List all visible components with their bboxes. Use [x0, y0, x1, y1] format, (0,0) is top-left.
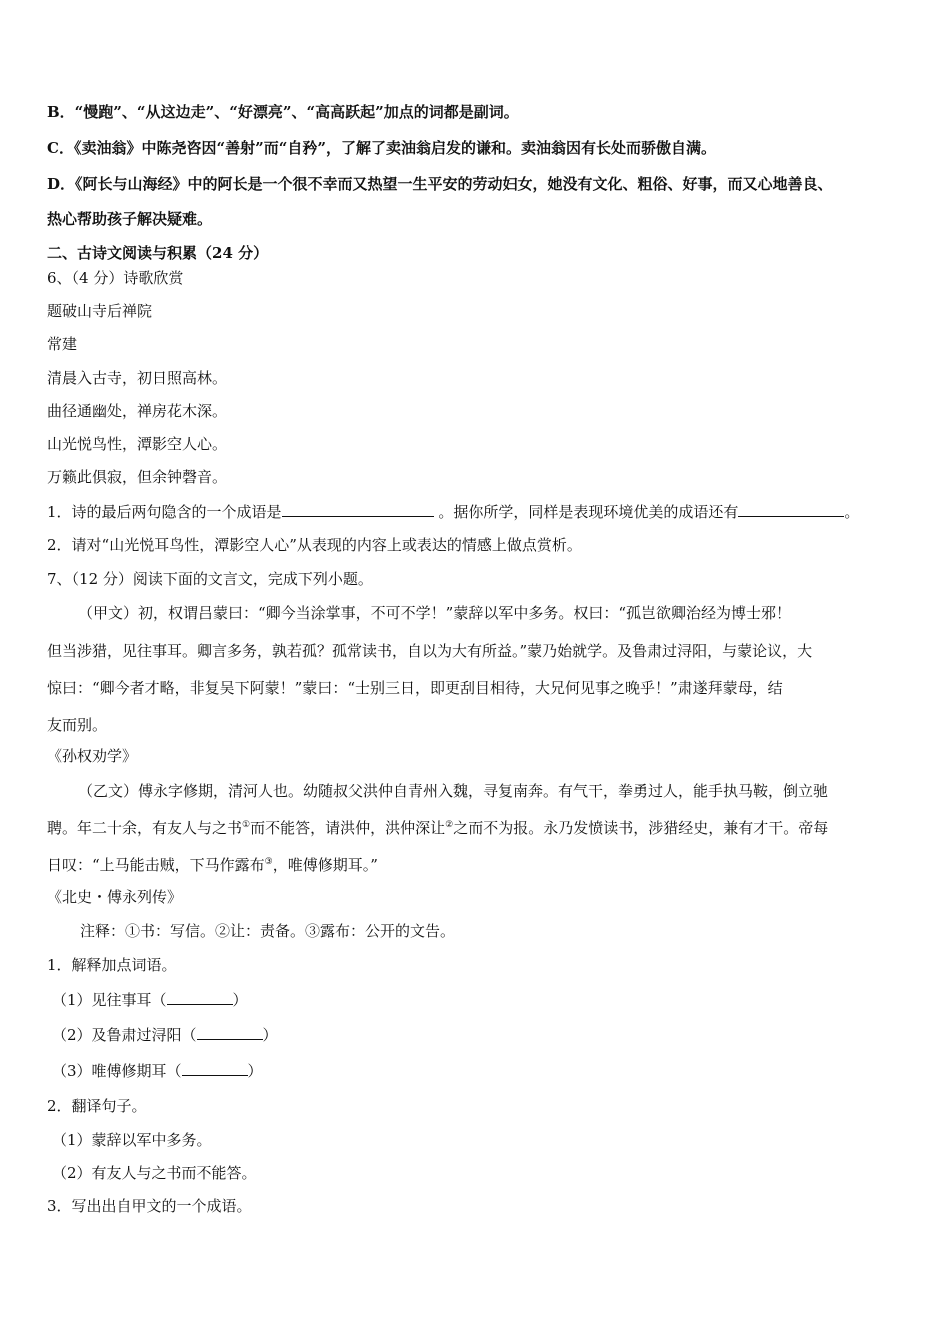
answer-blank[interactable] — [182, 1060, 248, 1076]
yi-text-segment: ，唯傅修期耳。” — [272, 856, 378, 874]
answer-blank[interactable] — [167, 989, 233, 1005]
q7-sub2-item: （2）有友人与之书而不能答。 — [52, 1164, 257, 1182]
q7-sub2-title: 2．翻译句子。 — [47, 1097, 147, 1115]
q6-sub2: 2．请对“山光悦耳鸟性，潭影空人心”从表现的内容上或表达的情感上做点赏析。 — [47, 536, 582, 554]
q6-sub1-text-a: 1．诗的最后两句隐含的一个成语是 — [47, 503, 282, 521]
answer-blank[interactable] — [738, 501, 844, 517]
yi-text-segment: 之而不为报。永乃发愤读书，涉猎经史，兼有才干。帝每 — [453, 819, 829, 837]
q7-sub1-item-prefix: （1）见往事耳（ — [52, 991, 167, 1009]
q7-sub1-item-suffix: ） — [262, 1026, 278, 1044]
answer-blank[interactable] — [282, 501, 434, 517]
q6-sub1-text-b: 。据你所学，同样是表现环境优美的成语还有 — [438, 503, 739, 521]
choice-b: B．“慢跑”、“从这边走”、“好漂亮”、“高高跃起”加点的词都是副词。 — [47, 103, 519, 121]
q6-sub1-text-c: 。 — [844, 503, 860, 521]
choice-d-line1: D．《阿长与山海经》中的阿长是一个很不幸而又热望一生平安的劳动妇女，她没有文化、粗俗、好事，而又心地善良、 — [47, 175, 833, 193]
poem-title: 题破山寺后禅院 — [47, 302, 153, 320]
q7-title: 7、（12 分）阅读下面的文言文，完成下列小题。 — [47, 570, 373, 588]
q7-sub1-item — [52, 1060, 910, 1081]
jia-text-line: 惊曰：“卿今者才略，非复吴下阿蒙！”蒙曰：“士别三日，即更刮目相待，大兄何见事之晚乎！”肃遂拜蒙母，结 — [47, 679, 783, 697]
yi-source: 《北史・傅永列传》 — [47, 888, 183, 906]
q7-sub3-title: 3．写出出自甲文的一个成语。 — [47, 1197, 252, 1215]
footnote-mark: ③ — [264, 857, 273, 867]
q7-sub2-item: （1）蒙辞以军中多务。 — [52, 1131, 212, 1149]
q7-sub1-item-suffix: ） — [232, 991, 248, 1009]
q7-sub1-item-suffix: ） — [247, 1062, 263, 1080]
q7-sub1-title: 1．解释加点词语。 — [47, 956, 177, 974]
poem-line: 曲径通幽处，禅房花木深。 — [47, 402, 228, 420]
q7-sub1-item — [52, 1024, 910, 1045]
jia-source: 《孙权劝学》 — [47, 747, 138, 765]
yi-text-line — [47, 855, 910, 875]
jia-text-line: （甲文）初，权谓吕蒙曰：“卿今当涂掌事，不可不学！”蒙辞以军中多务。权曰：“孤岂欲卿治经为博士邪！ — [78, 604, 792, 622]
yi-text-line — [47, 818, 910, 838]
q7-sub1-item-prefix: （3）唯傅修期耳（ — [52, 1062, 182, 1080]
yi-text-segment: 日叹：“上马能击贼，下马作露布 — [47, 856, 265, 874]
footnote-mark: ① — [242, 820, 251, 830]
q7-sub1-item-prefix: （2）及鲁肃过浔阳（ — [52, 1026, 197, 1044]
q7-sub1-item — [52, 989, 910, 1010]
poem-line: 万籁此俱寂，但余钟磬音。 — [47, 468, 228, 486]
q6-title: 6、（4 分）诗歌欣赏 — [47, 269, 184, 287]
jia-text-line: 但当涉猎，见往事耳。卿言多务，孰若孤？孤常读书，自以为大有所益。”蒙乃始就学。及鲁肃过浔阳，与蒙论议，大 — [47, 642, 813, 660]
poem-author: 常建 — [47, 335, 78, 353]
notes: 注释：①书：写信。②让：责备。③露布：公开的文告。 — [80, 922, 456, 940]
poem-line: 清晨入古寺，初日照高林。 — [47, 369, 228, 387]
yi-text-line: （乙文）傅永字修期，清河人也。幼随叔父洪仲自青州入魏，寻复南奔。有气干，拳勇过人，能手执马鞍，倒立驰 — [78, 782, 829, 800]
jia-text-line: 友而别。 — [47, 716, 108, 734]
yi-text-segment: 聘。年二十余，有友人与之书 — [47, 819, 243, 837]
q6-sub1 — [47, 501, 910, 522]
section-heading: 二、古诗文阅读与积累（24 分） — [47, 244, 269, 262]
answer-blank[interactable] — [197, 1024, 263, 1040]
choice-d-line2: 热心帮助孩子解决疑难。 — [47, 210, 213, 228]
choice-c: C．《卖油翁》中陈尧咨因“善射”而“自矜”，了解了卖油翁启发的谦和。卖油翁因有长处而骄傲自满。 — [47, 139, 716, 157]
footnote-mark: ② — [445, 820, 454, 830]
poem-line: 山光悦鸟性，潭影空人心。 — [47, 435, 228, 453]
yi-text-segment: 而不能答，请洪仲，洪仲深让 — [250, 819, 446, 837]
